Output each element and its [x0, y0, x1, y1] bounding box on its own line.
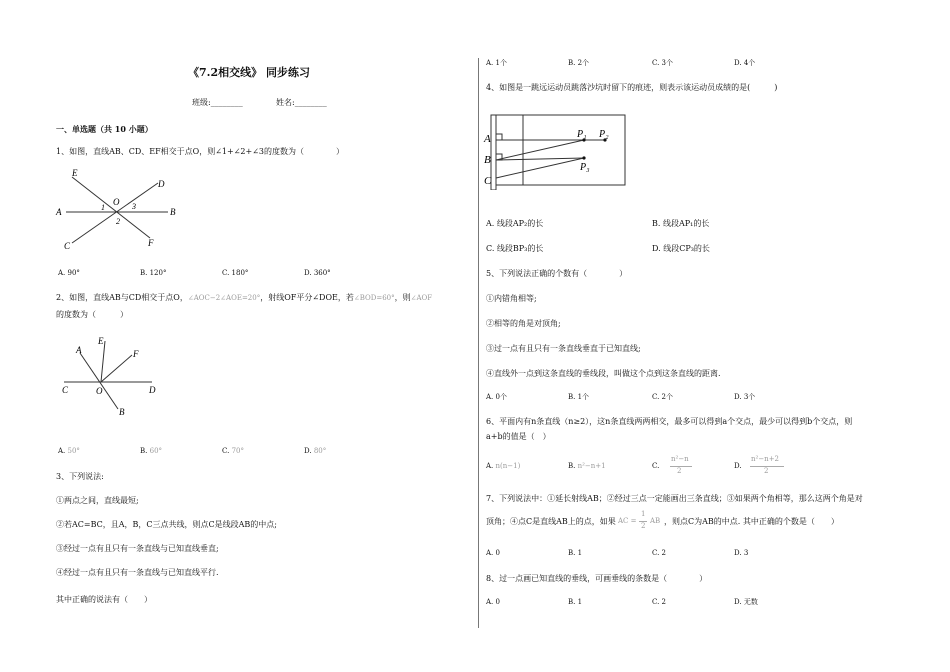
q7-stem-line2-a: 顶角；④点C是直线AB上的点，如果 — [486, 517, 616, 526]
q7-fraction-numerator: 1 — [641, 510, 646, 518]
q2-label-e: E — [98, 336, 104, 346]
q4-option-c[interactable]: C. 线段BP₃的长 — [486, 244, 544, 253]
q1-angle-1: 1 — [101, 203, 105, 212]
q7-formula-rhs: AB — [650, 517, 661, 525]
q1-angle-3: 3 — [132, 202, 136, 211]
q7-option-b[interactable]: B. 1 — [568, 549, 583, 557]
q2-option-c[interactable]: C. 70° — [222, 447, 244, 455]
q7-option-c[interactable]: C. 2 — [652, 549, 667, 557]
q1-label-c: C — [64, 241, 71, 251]
q8-option-d[interactable]: D. 无数 — [734, 598, 758, 606]
q1-label-o: O — [113, 197, 120, 207]
section-heading: 一、单选题（共 10 小题） — [56, 124, 153, 134]
q2-line-ab — [80, 353, 118, 409]
q5-stem: 5、下列说法正确的个数有（ ） — [486, 269, 628, 278]
q4-stem: 4、如图是一跳远运动员跳落沙坑时留下的痕迹，则表示该运动员成绩的是( ) — [486, 83, 778, 92]
q2-label-a: A — [76, 345, 82, 355]
q2-ray-of — [101, 355, 132, 382]
q6-option-d[interactable]: D. — [734, 462, 742, 470]
q2-label-c: C — [62, 385, 69, 395]
q4-label-c: C — [484, 175, 492, 187]
q8-option-b[interactable]: B. 1 — [568, 598, 583, 606]
q4-label-a: A — [484, 133, 491, 145]
column-divider — [478, 58, 479, 628]
q2-stem-b: ，射线OF平分∠DOE，若 — [260, 293, 354, 302]
q5-option-b[interactable]: B. 1个 — [568, 393, 590, 401]
q3-item-4: ④经过一点有且只有一条直线与已知直线平行. — [56, 568, 219, 577]
q1-option-c[interactable]: C. 180° — [222, 269, 249, 277]
q6-option-d-denominator: 2 — [764, 467, 769, 475]
page-title: 《7.2相交线》 同步练习 — [188, 66, 310, 79]
q1-label-b: B — [170, 207, 176, 217]
q1-stem: 1、如图，直线AB、CD、EF相交于点O，则∠1+∠2+∠3的度数为（ ） — [56, 147, 345, 156]
q4-option-a[interactable]: A. 线段AP₂的长 — [486, 219, 544, 228]
q7-stem-line2 — [486, 518, 616, 527]
q5-option-a[interactable]: A. 0个 — [486, 393, 507, 401]
q4-option-d[interactable]: D. 线段CP₃的长 — [652, 244, 710, 253]
q2-label-b: B — [119, 407, 125, 417]
q6-option-a[interactable]: A. n(n−1) — [486, 462, 521, 470]
q3-item-2: ②若AC=BC，且A，B，C三点共线，则点C是线段AB的中点; — [56, 520, 277, 529]
q1-label-f: F — [148, 238, 154, 248]
q6-option-d-numerator: n²−n+2 — [751, 455, 780, 463]
q4-figure — [483, 112, 633, 190]
class-field: 班级:________ — [192, 98, 243, 107]
q2-ray-oe — [101, 341, 105, 382]
q1-line-ef — [72, 177, 150, 238]
q4-segment-cp3 — [496, 158, 584, 178]
q4-right-angle-a — [496, 134, 502, 140]
q4-label-b: B — [484, 154, 491, 166]
q2-stem — [56, 294, 432, 303]
q6-option-c-numerator: n²−n — [671, 455, 689, 463]
q1-option-d[interactable]: D. 360° — [304, 269, 331, 277]
q2-formula-bod: ∠BOD=60° — [353, 294, 395, 302]
q7-option-d[interactable]: D. 3 — [734, 549, 749, 557]
q7-formula-lhs: AC = — [618, 517, 637, 525]
q3-item-1: ①两点之间，直线最短; — [56, 496, 139, 505]
q8-stem: 8、过一点画已知直线的垂线，可画垂线的条数是（ ） — [486, 574, 708, 583]
q8-option-c[interactable]: C. 2 — [652, 598, 667, 606]
q4-label-p3: P₃ — [580, 162, 590, 173]
name-field: 姓名:________ — [276, 98, 327, 107]
q4-segment-bp3 — [496, 158, 584, 160]
q3-item-3: ③经过一点有且只有一条直线与已知直线垂直; — [56, 544, 219, 553]
q7-stem-line2-b: ，则点C为AB的中点. 其中正确的个数是（ ） — [664, 517, 839, 526]
q1-figure — [50, 163, 190, 253]
q5-item-4: ④直线外一点到这条直线的垂线段，叫做这个点到这条直线的距离. — [486, 369, 721, 378]
q6-option-c-denominator: 2 — [677, 467, 682, 475]
q4-option-b[interactable]: B. 线段AP₁的长 — [652, 219, 710, 228]
q8-option-a[interactable]: A. 0 — [486, 598, 500, 606]
q4-segment-bp1 — [496, 140, 584, 160]
q7-option-a[interactable]: A. 0 — [486, 549, 500, 557]
q1-label-e: E — [72, 168, 78, 178]
q6-option-c-fraction-bar — [670, 466, 692, 467]
q5-item-2: ②相等的角是对顶角; — [486, 319, 561, 328]
q4-point-p3 — [582, 156, 585, 159]
q2-figure — [52, 333, 177, 421]
q6-option-c[interactable]: C. — [652, 462, 660, 470]
q3-option-b[interactable]: B. 2个 — [568, 59, 590, 67]
q4-label-p1: P₁ — [577, 129, 587, 140]
q1-angle-2: 2 — [116, 217, 120, 226]
q4-label-p2: P₂ — [599, 129, 609, 140]
q5-item-3: ③过一点有且只有一条直线垂直于已知直线; — [486, 344, 641, 353]
q2-stem-tail: 的度数为（ ） — [56, 310, 128, 319]
q3-question: 其中正确的说法有（ ） — [56, 595, 152, 604]
q3-option-d[interactable]: D. 4个 — [734, 59, 756, 67]
q1-label-d: D — [158, 179, 165, 189]
q5-item-1: ①内错角相等; — [486, 294, 537, 303]
q6-stem-line1: 6、平面内有n条直线（n≥2），这n条直线两两相交，最多可以得到a个交点，最少可以得到b个交点，则 — [486, 417, 853, 426]
q2-option-a[interactable]: A. 50° — [58, 447, 80, 455]
q2-formula-aof: ∠AOF — [410, 294, 433, 302]
q7-stem-line1: 7、下列说法中：①延长射线AB；②经过三点一定能画出三条直线；③如果两个角相等，那么这两个角是对 — [486, 494, 863, 503]
q6-option-b[interactable]: B. n²−n+1 — [568, 462, 606, 470]
q7-fraction-denominator: 2 — [641, 522, 646, 530]
q2-label-f: F — [133, 349, 139, 359]
q6-stem-line2: a+b的值是（ ） — [486, 432, 551, 441]
q3-stem: 3、下列说法: — [56, 472, 104, 481]
q2-stem-a: 2、如图，直线AB与CD相交于点O， — [56, 293, 188, 302]
q2-label-o: O — [96, 386, 103, 396]
q1-option-b[interactable]: B. 120° — [140, 269, 167, 277]
q2-stem-c: ，则 — [394, 293, 411, 302]
q2-option-b[interactable]: B. 60° — [140, 447, 163, 455]
q3-option-a[interactable]: A. 1个 — [486, 59, 507, 67]
q1-option-a[interactable]: A. 90° — [58, 269, 80, 277]
q4-take-off-board — [491, 115, 496, 190]
q2-option-d[interactable]: D. 80° — [304, 447, 327, 455]
q1-label-a: A — [56, 207, 62, 217]
q2-label-d: D — [149, 385, 156, 395]
q5-option-c[interactable]: C. 2个 — [652, 393, 674, 401]
q2-formula-aoc: ∠AOC−2∠AOE=20° — [187, 294, 261, 302]
q3-option-c[interactable]: C. 3个 — [652, 59, 674, 67]
q5-option-d[interactable]: D. 3个 — [734, 393, 756, 401]
